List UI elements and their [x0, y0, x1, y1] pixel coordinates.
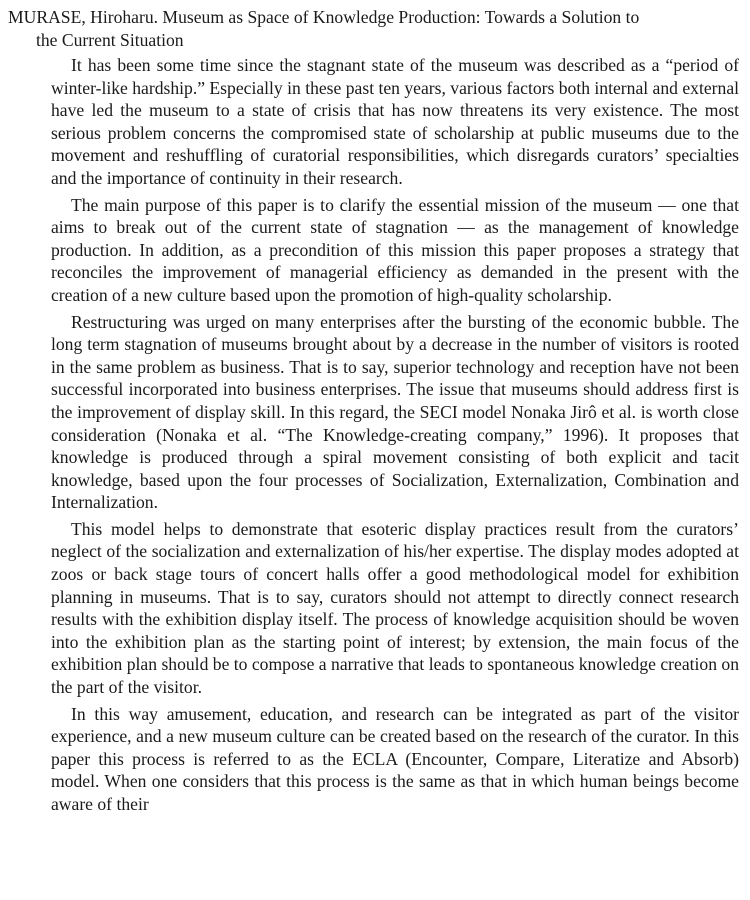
paragraph-5: In this way amusement, education, and research can be integrated as part of the visitor experience, and a new museum culture can be created based on the research of the curator. In this paper this process is referred to as the ECLA (Encounter, Compare, Literatize and Absorb) model. When one considers that this process is the same as that in which human beings become aware of their: [51, 703, 739, 814]
article-body: [51, 54, 739, 820]
article-title: [8, 6, 748, 52]
paragraph-3: Restructuring was urged on many enterprises after the bursting of the economic bubble. The long term stagnation of museums brought about by a decrease in the number of visitors is rooted in the same problem as business. That is to say, superior technology and reception have not been successful incorporated into business enterprises. The issue that museums should address first is the improvement of display skill. In this regard, the SECI model Nonaka Jirô et al. is worth close consideration (Nonaka et al. “The Knowledge-creating company,” 1996). It proposes that knowledge is produced through a spiral movement consisting of both explicit and tacit knowledge, based upon the four processes of Socialization, Externalization, Combination and Internalization.: [51, 311, 739, 513]
paragraph-4: This model helps to demonstrate that esoteric display practices result from the curators’ neglect of the socialization and externalization of his/her expertise. The display modes adopted at zoos or back stage tours of concert halls offer a good methodological model for exhibition planning in museums. That is to say, curators should not attempt to directly connect research results with the exhibition display itself. The process of knowledge acquisition should be woven into the exhibition plan as the starting point of interest; by extension, the main focus of the exhibition plan should be to compose a narrative that leads to spontaneous knowledge creation on the part of the visitor.: [51, 518, 739, 698]
paragraph-2: The main purpose of this paper is to clarify the essential mission of the museum — one that aims to break out of the current state of stagnation — as the management of knowledge production. In addition, as a precondition of this mission this paper proposes a strategy that reconciles the improvement of managerial efficiency as demanded in the present with the creation of a new culture based upon the promotion of high-quality scholarship.: [51, 194, 739, 305]
article-title-line-2: the Current Situation: [36, 30, 184, 50]
article-title-line-1: MURASE, Hiroharu. Museum as Space of Knowledge Production: Towards a Solution to: [8, 7, 640, 27]
paragraph-1: It has been some time since the stagnant state of the museum was described as a “period of winter-like hardship.” Especially in these past ten years, various factors both internal and external have led the museum to a state of crisis that has now threatens its very existence. The most serious problem concerns the compromised state of scholarship at public museums due to the movement and reshuffling of curatorial responsibilities, which disregards curators’ specialties and the importance of continuity in their research.: [51, 55, 740, 188]
